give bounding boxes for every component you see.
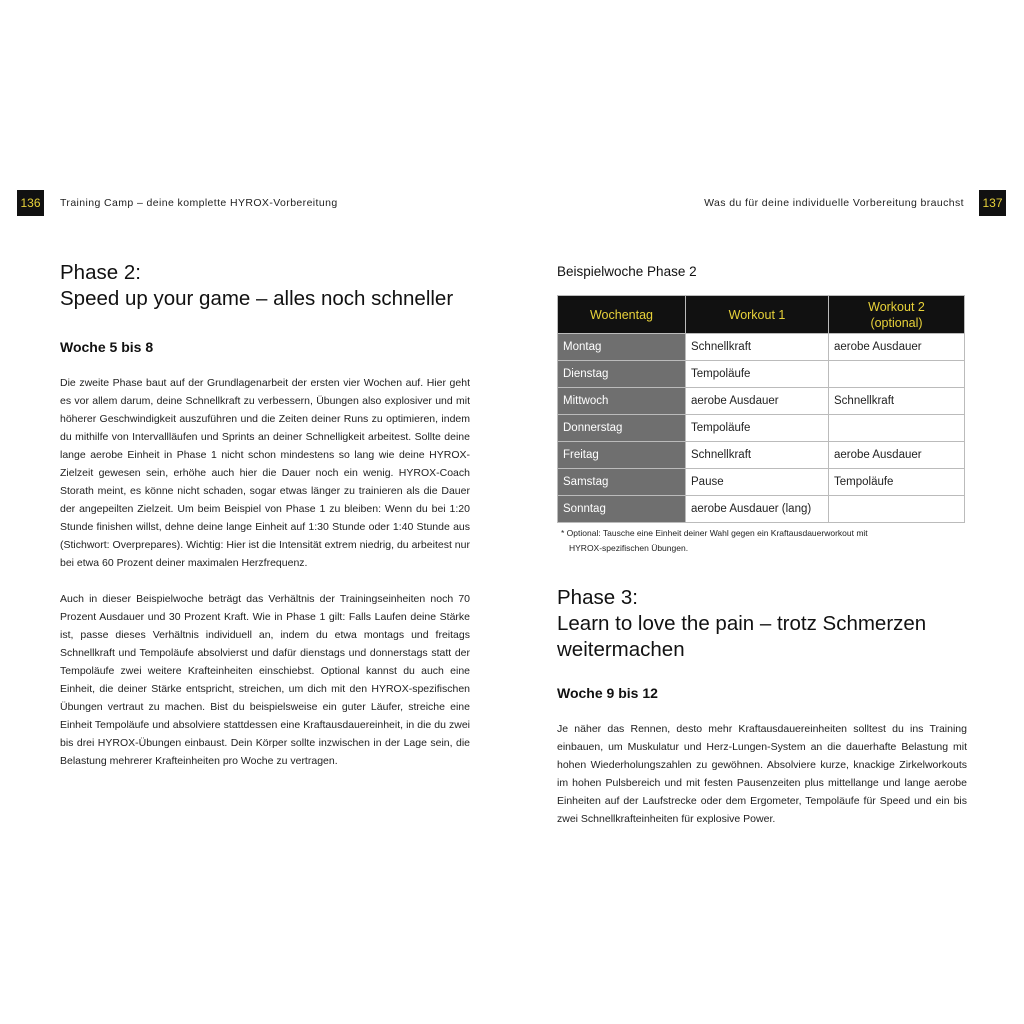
day-cell: Montag	[558, 334, 686, 361]
page-number-left: 136	[17, 190, 44, 216]
day-cell: Donnerstag	[558, 415, 686, 442]
workout1-cell: aerobe Ausdauer	[686, 388, 829, 415]
table-row	[558, 415, 965, 442]
workout2-cell: aerobe Ausdauer	[829, 334, 965, 361]
example-week-table-block	[557, 264, 967, 564]
workout2-cell	[829, 415, 965, 442]
table-caption: Beispielwoche Phase 2	[557, 264, 697, 279]
workout2-cell: aerobe Ausdauer	[829, 442, 965, 469]
footnote-line1: * Optional: Tausche eine Einheit deiner Wahl gegen ein Kraftausdauerworkout mit	[561, 528, 868, 538]
header-workout-2	[829, 296, 965, 334]
workout2-cell	[829, 361, 965, 388]
running-head-left: Training Camp – deine komplette HYROX-Vorbereitung	[60, 197, 338, 209]
table-header-row	[558, 296, 965, 334]
day-cell: Sonntag	[558, 496, 686, 523]
table-row	[558, 361, 965, 388]
phase3-title-line2: Learn to love the pain – trotz Schmerzen	[557, 612, 927, 635]
table-row	[558, 469, 965, 496]
page-number-right: 137	[979, 190, 1006, 216]
day-cell: Dienstag	[558, 361, 686, 388]
workout2-cell	[829, 496, 965, 523]
phase3-week-heading: Woche 9 bis 12	[557, 685, 658, 701]
workout2-cell: Tempoläufe	[829, 469, 965, 496]
table-row	[558, 442, 965, 469]
phase2-title	[60, 260, 470, 312]
workout1-cell: Pause	[686, 469, 829, 496]
day-cell: Mittwoch	[558, 388, 686, 415]
day-cell: Samstag	[558, 469, 686, 496]
workout1-cell: Schnellkraft	[686, 442, 829, 469]
phase3-paragraph-1: Je näher das Rennen, desto mehr Kraftausdauereinheiten solltest du ins Training einbauen, um Muskulatur und Herz-Lungen-System an die dauerhafte Belastung mit hohen Wiederholungszahlen zu gewöhnen. Absolviere kurze, knackige Zirkelworkouts im hohen Pulsbereich und mit festen Pausenzeiten plus mittellange und lange aerobe Einheiten auf der Laufstrecke oder dem Ergometer, Tempoläufe für Speed und ein bis zwei Schnellkrafteinheiten für explosive Power.	[557, 723, 967, 825]
footnote-line2: HYROX-spezifischen Übungen.	[569, 543, 689, 553]
running-head-right: Was du für deine individuelle Vorbereitung brauchst	[704, 197, 964, 209]
table-footnote	[561, 526, 868, 556]
workout1-cell: Tempoläufe	[686, 415, 829, 442]
workout1-cell: Schnellkraft	[686, 334, 829, 361]
day-cell: Freitag	[558, 442, 686, 469]
phase3-title-line3: weitermachen	[557, 638, 685, 661]
workout2-cell: Schnellkraft	[829, 388, 965, 415]
phase2-paragraph-2: Auch in dieser Beispielwoche beträgt das Verhältnis der Trainingseinheiten noch 70 Prozent Ausdauer und 30 Prozent Kraft. Wie in Phase 1 gilt: Falls Laufen deine Stärke ist, passe dieses Verhältnis individuell an, indem du etwa montags und freitags Schnellkraft und Tempoläufe absolvierst und dafür dienstags und donnerstags statt der Tempoläufe zwei weitere Krafteinheiten einschiebst. Optional kannst du auch eine Einheit, die deiner Stärke entspricht, streichen, um dich mit den HYROX-spezifischen Übungen vertraut zu machen. Bist du beispielsweise ein guter Läufer, streiche eine Einheit Tempoläufe und absolviere stattdessen eine Kraftausdauereinheit, in die du zwei bis drei HYROX-Übungen einbaust. Dein Körper sollte inzwischen in der Lage sein, die Belastung mehrerer Krafteinheiten pro Woche zu vertragen.	[60, 593, 470, 767]
header-workout-1: Workout 1	[686, 296, 829, 334]
phase2-week-heading: Woche 5 bis 8	[60, 339, 154, 355]
workout1-cell: aerobe Ausdauer (lang)	[686, 496, 829, 523]
phase3-title-line1: Phase 3:	[557, 586, 638, 609]
right-page-column	[557, 264, 967, 828]
table-row	[558, 334, 965, 361]
workout1-cell: Tempoläufe	[686, 361, 829, 388]
header-wochentag: Wochentag	[558, 296, 686, 334]
phase2-title-line2: Speed up your game – alles noch schneller	[60, 287, 454, 310]
phase3-title	[557, 585, 967, 663]
table-row	[558, 496, 965, 523]
header-workout-2-line2: (optional)	[870, 315, 923, 330]
phase2-title-line1: Phase 2:	[60, 261, 141, 284]
left-page-column	[60, 260, 470, 770]
phase2-paragraph-1: Die zweite Phase baut auf der Grundlagenarbeit der ersten vier Wochen auf. Hier geht es vor allem darum, deine Schnellkraft zu verbessern, Übungen also explosiver und mit höherer Geschwindigkeit auszuführen und die Zeiten deiner Runs zu optimieren, indem du mithilfe von Intervallläufen und Sprints an deiner Schnelligkeit arbeitest. Sollte deine lange aerobe Einheit in Phase 1 nicht schon mindestens so lang wie deine HYROX-Zielzeit gewesen sein, erhöhe auch hier die Dauer noch ein wenig. HYROX-Coach Storath meint, es könne nicht schaden, sogar etwas länger zu trainieren als die Dauer der angepeilten Zielzeit. Um beim Beispiel von Phase 1 zu bleiben: Wenn du bei 1:20 Stunde finishen willst, dehne deine lange Einheit auf 1:30 Stunde oder 1:40 Stunde aus (Stichwort: Overprepares). Wichtig: Hier ist die Intensität extrem niedrig, du arbeitest nur bei etwa 60 Prozent deiner maximalen Herzfrequenz.	[60, 377, 470, 569]
example-week-table	[557, 295, 965, 523]
table-row	[558, 388, 965, 415]
header-workout-2-line1: Workout 2	[868, 299, 925, 314]
